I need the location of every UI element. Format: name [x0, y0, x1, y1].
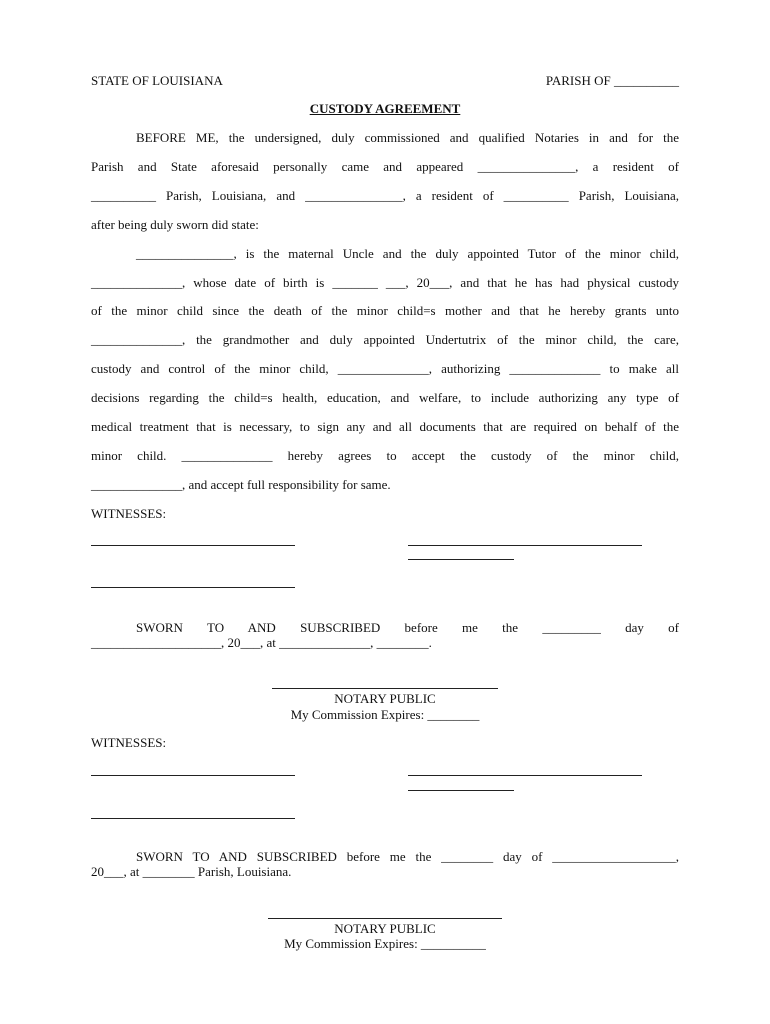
- witness-signature-line-1[interactable]: [91, 545, 295, 546]
- witness-signature-line-5[interactable]: [408, 775, 642, 776]
- witness-signature-line-2[interactable]: [408, 545, 642, 546]
- notary-public-label-1: NOTARY PUBLIC: [334, 691, 436, 706]
- witness-signature-line-5b: [408, 790, 514, 791]
- sworn-line-4: 20___, at ________ Parish, Louisiana.: [91, 864, 292, 879]
- body-line-6: ______________, whose date of birth is _______ ___, 20___, and that he has had physical custody: [91, 275, 679, 290]
- document-title: CUSTODY AGREEMENT: [309, 101, 461, 116]
- body-line-7: of the minor child since the death of the minor child=s mother and that he hereby grants unto: [91, 303, 679, 318]
- notary-signature-line-2[interactable]: [268, 918, 502, 919]
- notary-signature-line-1[interactable]: [272, 688, 498, 689]
- notary-public-label-2: NOTARY PUBLIC: [334, 921, 436, 936]
- witnesses-label-2: WITNESSES:: [91, 735, 167, 750]
- notary-commission-1: My Commission Expires: ________: [290, 707, 480, 722]
- witnesses-label-1: WITNESSES:: [91, 506, 167, 521]
- body-line-10: decisions regarding the child=s health, education, and welfare, to include authorizing any type of: [91, 390, 679, 405]
- state-header: STATE OF LOUISIANA: [91, 73, 223, 88]
- parish-header: PARISH OF __________: [545, 73, 679, 88]
- body-line-11: medical treatment that is necessary, to sign any and all documents that are required on behalf of the: [91, 419, 679, 434]
- body-line-5: _______________, is the maternal Uncle and the duly appointed Tutor of the minor child,: [136, 246, 679, 261]
- witness-signature-line-6[interactable]: [91, 818, 295, 819]
- witness-signature-line-3[interactable]: [91, 587, 295, 588]
- body-line-2: Parish and State aforesaid personally came and appeared _______________, a resident of: [91, 159, 679, 174]
- sworn-line-2: ____________________, 20___, at ______________, ________.: [91, 635, 432, 650]
- witness-signature-line-4[interactable]: [91, 775, 295, 776]
- body-line-13: ______________, and accept full responsibility for same.: [91, 477, 391, 492]
- witness-signature-line-2b: [408, 559, 514, 560]
- body-line-1: BEFORE ME, the undersigned, duly commissioned and qualified Notaries in and for the: [136, 130, 679, 145]
- body-line-4: after being duly sworn did state:: [91, 217, 259, 232]
- notary-commission-2: My Commission Expires: __________: [284, 936, 486, 951]
- body-line-9: custody and control of the minor child, ______________, authorizing ______________ to make all: [91, 361, 679, 376]
- sworn-line-1: SWORN TO AND SUBSCRIBED before me the _________ day of: [136, 620, 679, 635]
- sworn-line-3: SWORN TO AND SUBSCRIBED before me the ________ day of ___________________,: [136, 849, 679, 864]
- body-line-3: __________ Parish, Louisiana, and _______________, a resident of __________ Parish, Louisiana,: [91, 188, 679, 203]
- body-line-12: minor child. ______________ hereby agrees to accept the custody of the minor child,: [91, 448, 679, 463]
- body-line-8: ______________, the grandmother and duly appointed Undertutrix of the minor child, the care,: [91, 332, 679, 347]
